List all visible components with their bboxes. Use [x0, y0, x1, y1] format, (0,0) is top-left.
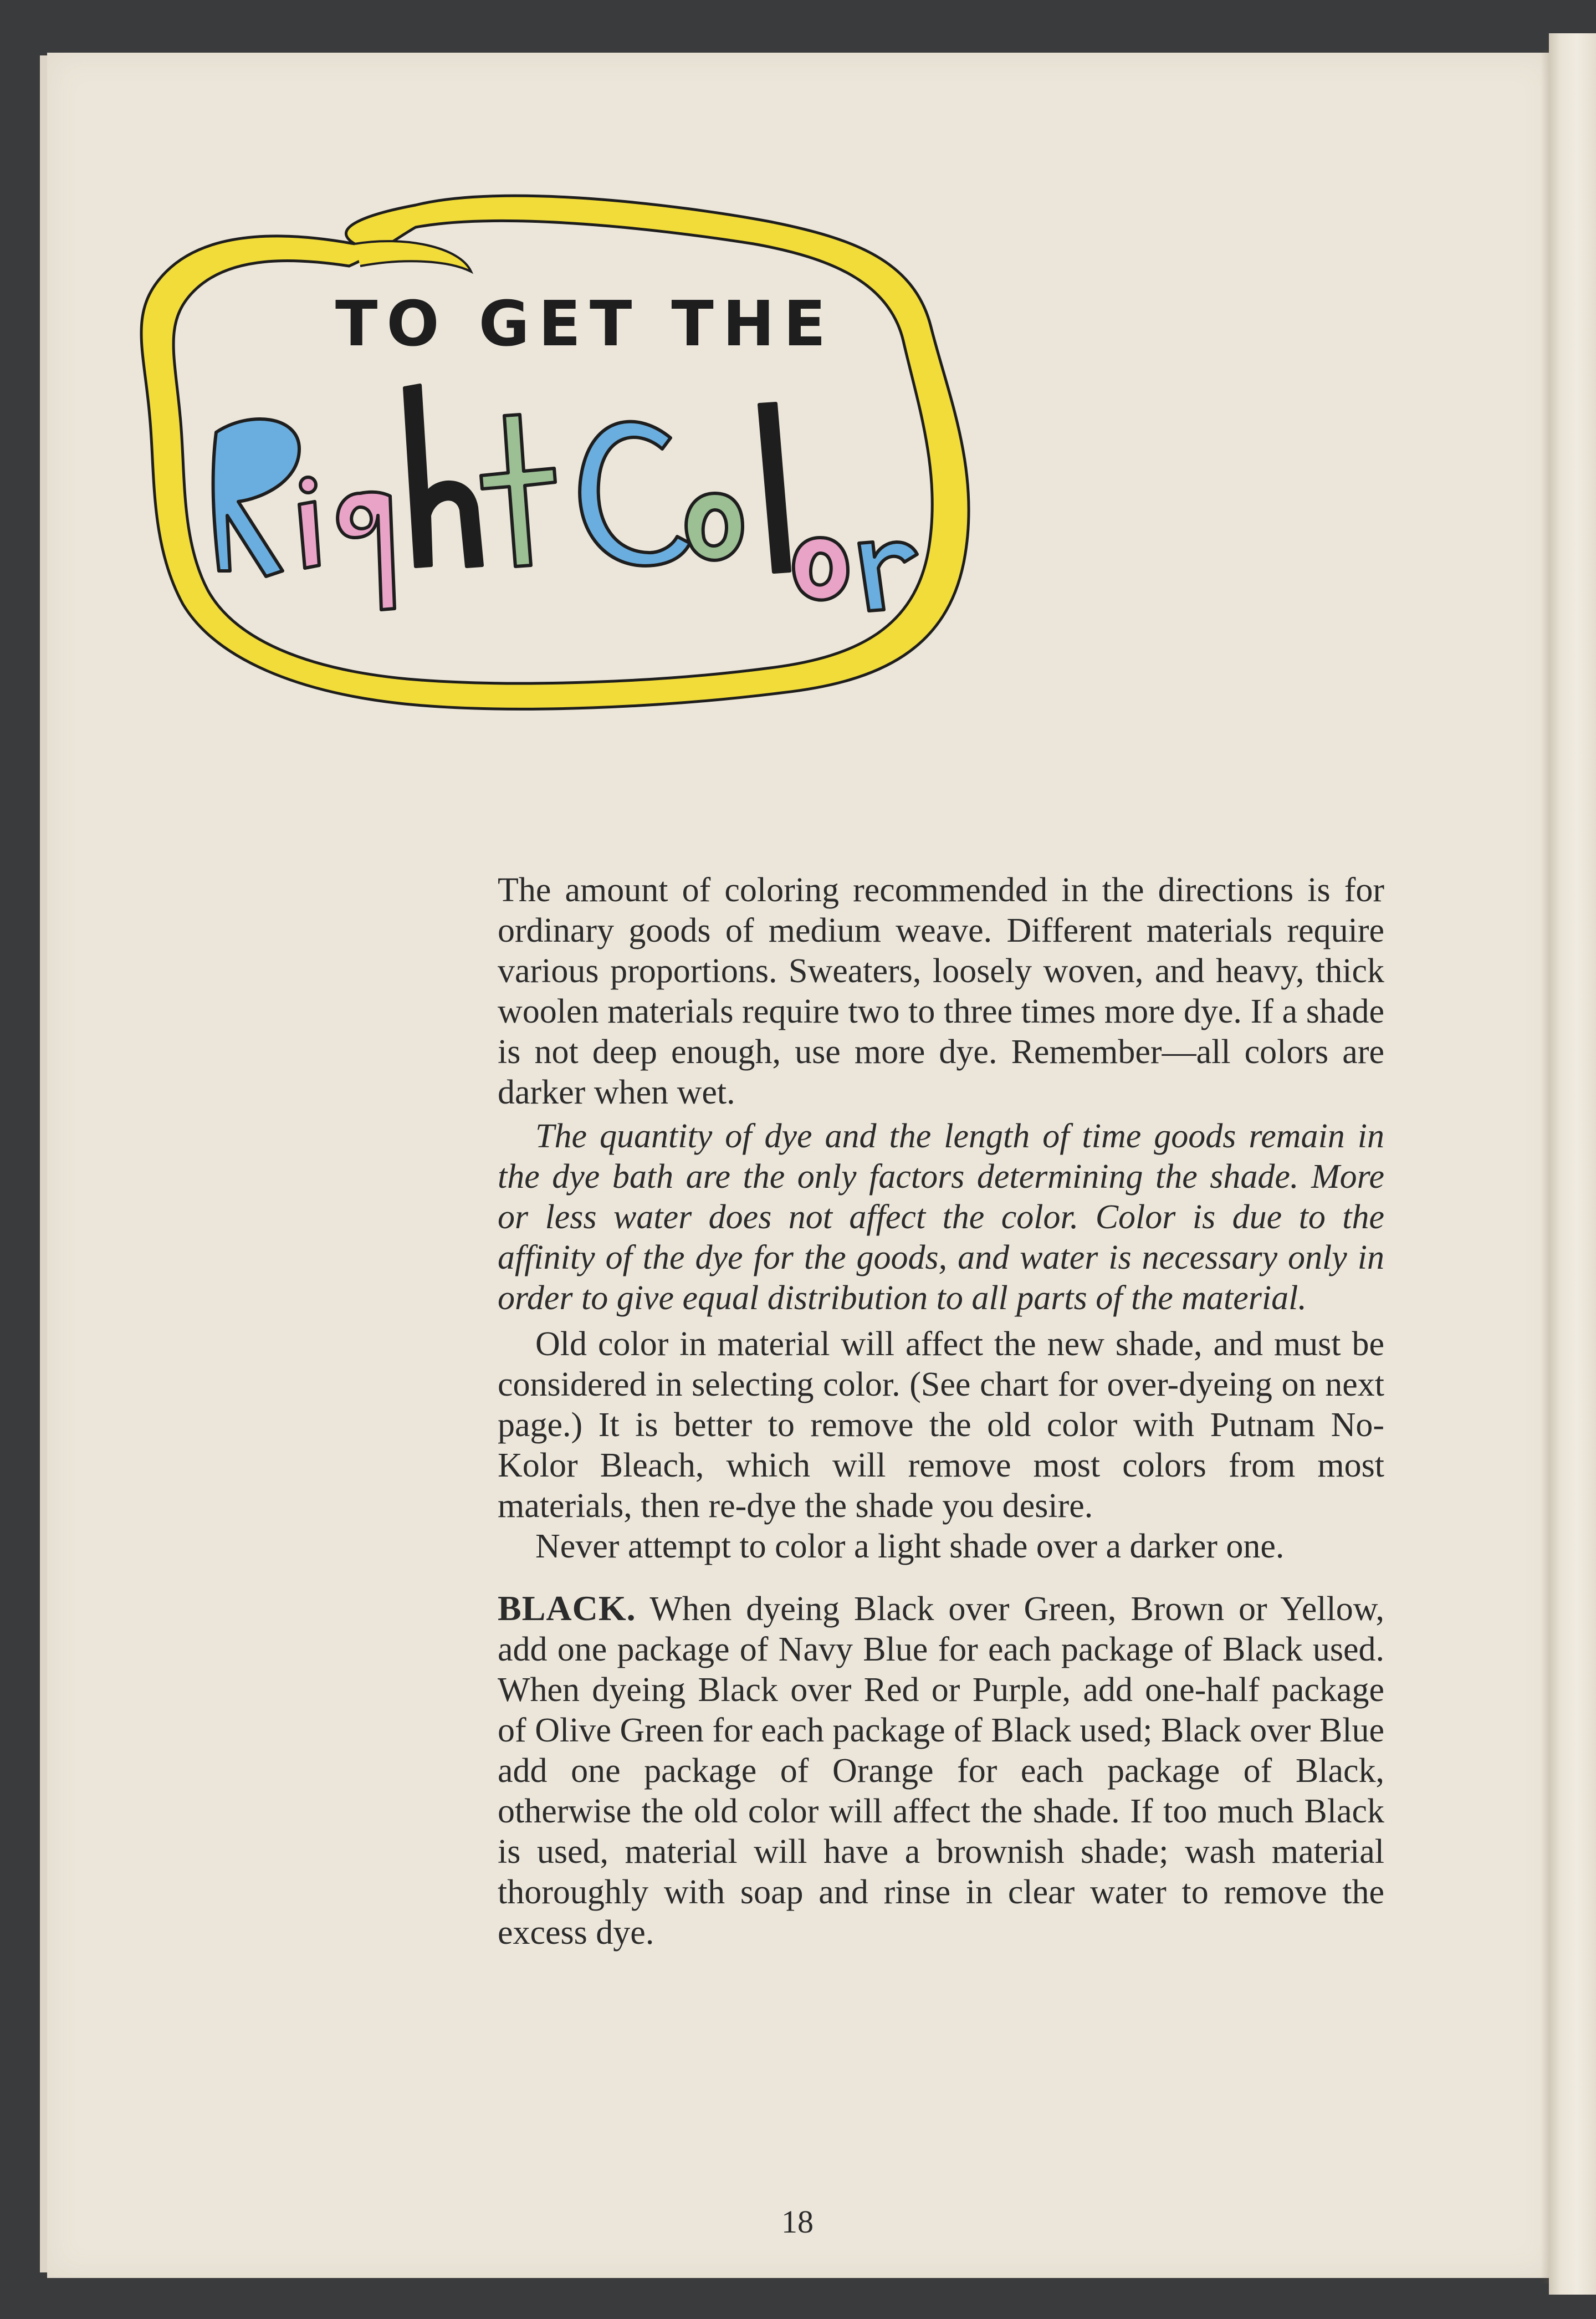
paragraph-dye-amount: The amount of coloring recommended in the directions is for ordinary goods of medium weave. Different materials require various proportions. Sweaters, loosely woven, and heavy, thick woolen materials require two to three times more dye. If a shade is not deep enough, use more dye. Remember—all colors are darker when wet. [498, 871, 1384, 1111]
paragraph-old-color: Old color in material will affect the new shade, and must be considered in selecting color. (See chart for over-dyeing on next page.) It is better to remove the old color with Putnam No-Kolor Bleach, which will remove most colors from most materials, then re-dye the shade you desire. [498, 1325, 1384, 1525]
book-spine [1549, 33, 1596, 2295]
right-color-header-logo [116, 183, 992, 726]
black-label: BLACK. [498, 1588, 636, 1628]
body-text [498, 870, 1384, 1953]
paragraph-dye-factors: The quantity of dye and the length of time goods remain in the dye bath are the only factors determining the shade. More or less water does not affect the color. Color is due to the affinity of the dye for the goods, and water is necessary only in order to give equal distribution to all parts of the material. [498, 1117, 1384, 1317]
black-instructions: When dyeing Black over Green, Brown or Yellow, add one package of Navy Blue for each package of Black used. When dyeing Black over Red or Purple, add one-half package of Olive Green for each package of Black used; Black over Blue add one package of Orange for each package of Black, otherwise the old color will affect the shade. If too much Black is used, material will have a brownish shade; wash material thoroughly with soap and rinse in clear water to remove the excess dye. [498, 1590, 1384, 1952]
paragraph-never-attempt: Never attempt to color a light shade over a darker one. [535, 1528, 1285, 1565]
page-number: 18 [781, 2204, 814, 2240]
paragraph-black [498, 1588, 1384, 1953]
header-kicker: TO GET THE [335, 288, 835, 360]
